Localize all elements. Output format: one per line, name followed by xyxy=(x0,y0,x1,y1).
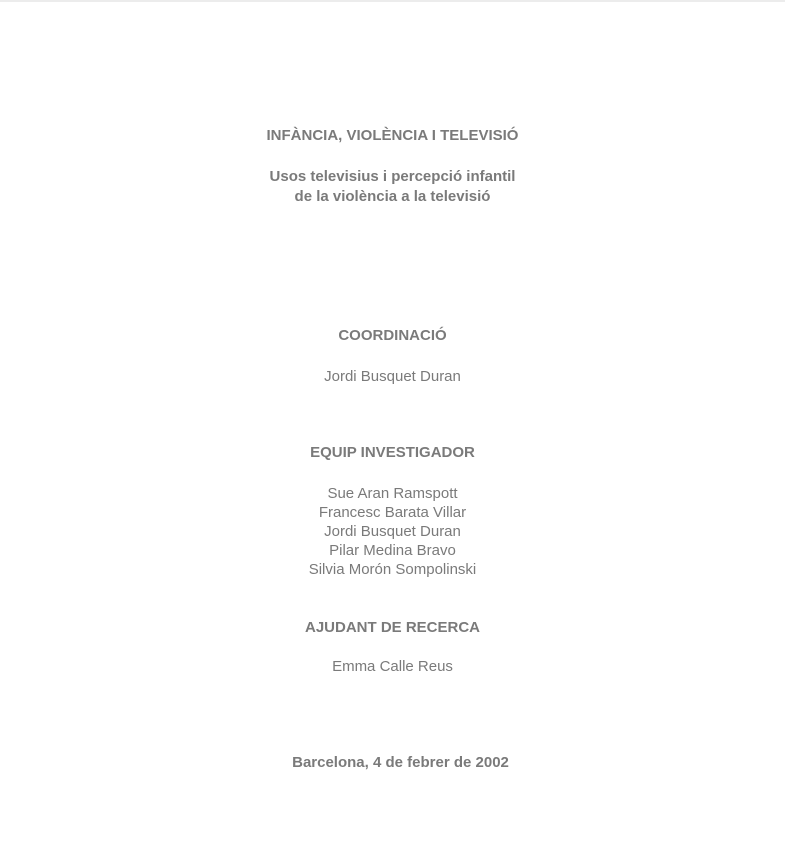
team-member-name: Pilar Medina Bravo xyxy=(329,542,456,559)
coordinator-name: Jordi Busquet Duran xyxy=(324,368,461,385)
team-member-name: Sue Aran Ramspott xyxy=(327,485,458,502)
subtitle-line-2: de la violència a la televisió xyxy=(294,188,491,205)
team-member-name: Jordi Busquet Duran xyxy=(324,523,461,540)
research-assistant-name: Emma Calle Reus xyxy=(332,658,453,675)
page-top-edge xyxy=(0,0,785,2)
section-heading-research-assistant: AJUDANT DE RECERCA xyxy=(304,619,480,636)
section-heading-research-team: EQUIP INVESTIGADOR xyxy=(310,444,475,461)
section-heading-coordination: COORDINACIÓ xyxy=(338,327,447,344)
document-title: INFÀNCIA, VIOLÈNCIA I TELEVISIÓ xyxy=(266,127,519,144)
team-member-name: Silvia Morón Sompolinski xyxy=(308,561,477,578)
subtitle-line-1: Usos televisius i percepció infantil xyxy=(269,168,516,185)
team-member-name: Francesc Barata Villar xyxy=(318,504,467,521)
place-and-date: Barcelona, 4 de febrer de 2002 xyxy=(292,754,509,771)
